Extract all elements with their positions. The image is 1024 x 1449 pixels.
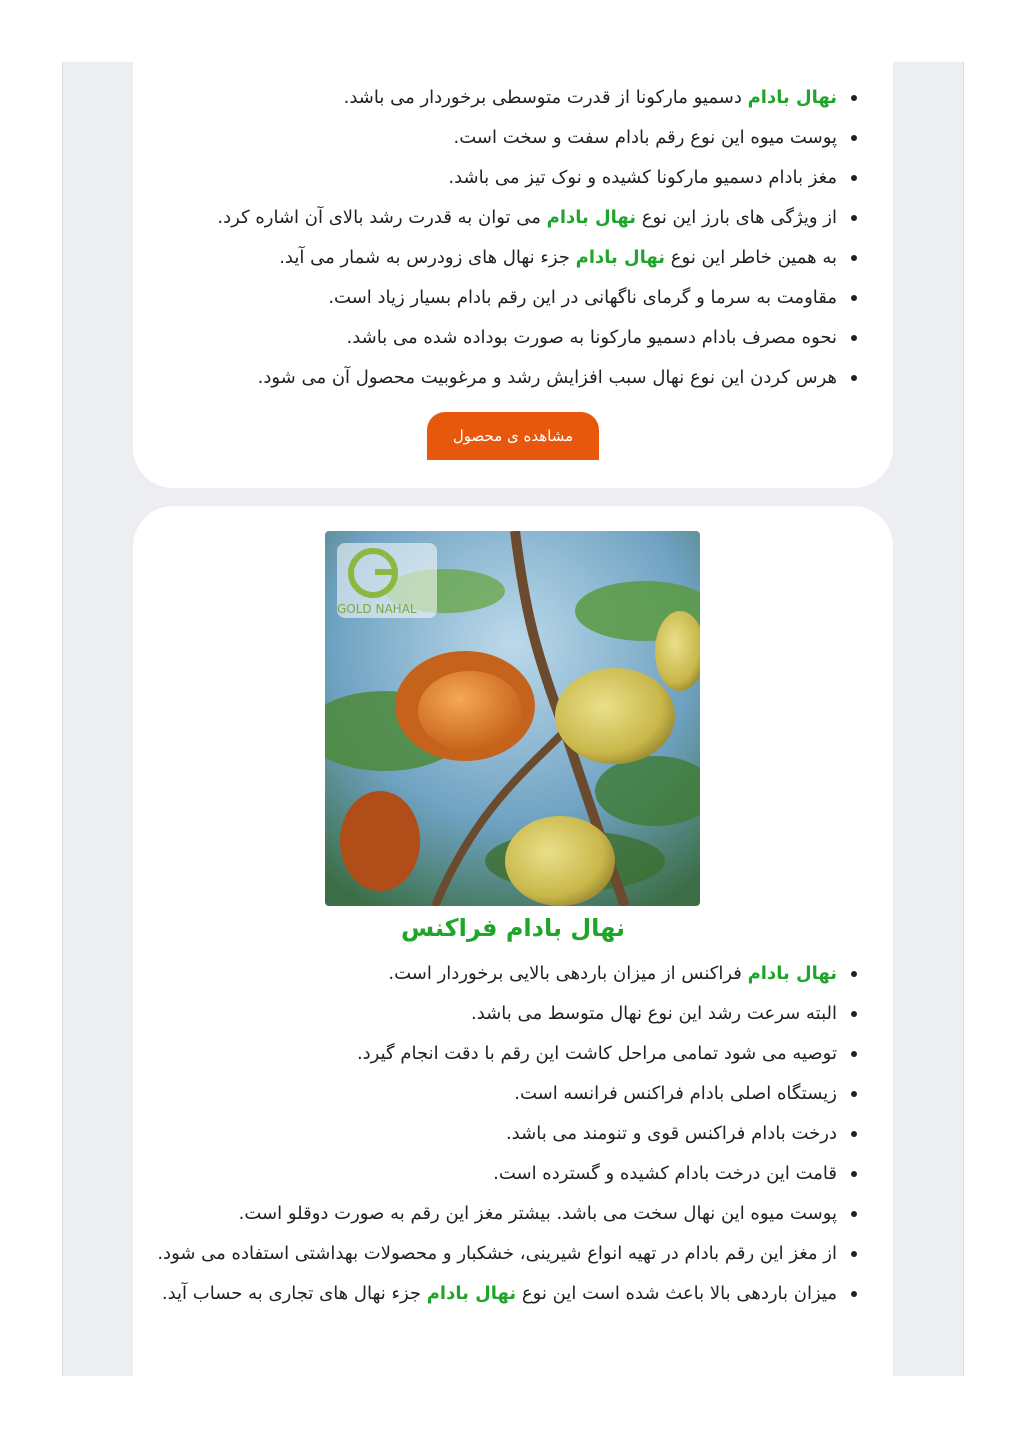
- keyword-link[interactable]: نهال بادام: [426, 1283, 517, 1304]
- list-item-text: نحوه مصرف بادام دسمیو مارکونا به صورت بوداده شده می باشد.: [346, 327, 837, 348]
- list-item: [153, 1158, 863, 1190]
- list-item: [153, 362, 863, 394]
- keyword-link[interactable]: نهال بادام: [546, 207, 637, 228]
- list-item-text: به همین خاطر این نوع: [665, 247, 837, 268]
- list-item-text: هرس کردن این نوع نهال سبب افزایش رشد و مرغوبیت محصول آن می شود.: [257, 367, 837, 388]
- list-item: [153, 322, 863, 354]
- feature-list-marcona: [153, 82, 863, 402]
- list-item-text: از ویژگی های بارز این نوع: [636, 207, 837, 228]
- list-item: [153, 122, 863, 154]
- list-item-text: زیستگاه اصلی بادام فراکنس فرانسه است.: [514, 1083, 837, 1104]
- list-item: [153, 1078, 863, 1110]
- almond-photo-icon: [325, 531, 700, 906]
- product-image[interactable]: [325, 531, 700, 906]
- feature-list-ferragnes: [153, 958, 863, 1318]
- product-card-ferragnes: [133, 506, 893, 1376]
- list-item: [153, 202, 863, 234]
- list-item-text: دسمیو مارکونا از قدرت متوسطی برخوردار می باشد.: [343, 87, 748, 108]
- list-item: [153, 162, 863, 194]
- list-item-text: می توان به قدرت رشد بالای آن اشاره کرد.: [217, 207, 547, 228]
- list-item-text: توصیه می شود تمامی مراحل کاشت این رقم با دقت انجام گیرد.: [356, 1043, 837, 1064]
- list-item-text: فراکنس از میزان باردهی بالایی برخوردار است.: [388, 963, 748, 984]
- logo-text: GOLD NAHAL: [337, 602, 417, 616]
- list-item: [153, 1238, 863, 1270]
- list-item-text: قامت این درخت بادام کشیده و گسترده است.: [493, 1163, 837, 1184]
- list-item-text: از مغز این رقم بادام در تهیه انواع شیرینی، خشکبار و محصولات بهداشتی استفاده می شود.: [157, 1243, 837, 1264]
- list-item: [153, 282, 863, 314]
- list-item-text: پوست میوه این نهال سخت می باشد. بیشتر مغز این رقم به صورت دوقلو است.: [238, 1203, 837, 1224]
- list-item-text: درخت بادام فراکنس قوی و تنومند می باشد.: [505, 1123, 837, 1144]
- list-item: [153, 998, 863, 1030]
- list-item: [153, 1278, 863, 1310]
- keyword-link[interactable]: نهال بادام: [575, 247, 666, 268]
- list-item: [153, 958, 863, 990]
- list-item-text: البته سرعت رشد این نوع نهال متوسط می باشد.: [471, 1003, 837, 1024]
- list-item-text: مغز بادام دسمیو مارکونا کشیده و نوک تیز می باشد.: [448, 167, 837, 188]
- keyword-link[interactable]: نهال بادام: [747, 963, 837, 984]
- list-item-text: میزان باردهی بالا باعث شده است این نوع: [516, 1283, 837, 1304]
- list-item-text: پوست میوه این نوع رقم بادام سفت و سخت است.: [453, 127, 837, 148]
- list-item: [153, 1198, 863, 1230]
- product-card-marcona: [133, 62, 893, 488]
- page-background: [62, 62, 964, 1376]
- product-title: نهال بادام فراکنس: [400, 914, 626, 942]
- list-item-text: جزء نهال های زودرس به شمار می آید.: [279, 247, 576, 268]
- view-product-button[interactable]: مشاهده ی محصول: [427, 412, 599, 460]
- list-item: [153, 242, 863, 274]
- list-item-text: جزء نهال های تجاری به حساب آید.: [161, 1283, 427, 1304]
- list-item: [153, 1118, 863, 1150]
- list-item: [153, 1038, 863, 1070]
- keyword-link[interactable]: نهال بادام: [747, 87, 837, 108]
- list-item: [153, 82, 863, 114]
- list-item-text: مقاومت به سرما و گرمای ناگهانی در این رقم بادام بسیار زیاد است.: [328, 287, 837, 308]
